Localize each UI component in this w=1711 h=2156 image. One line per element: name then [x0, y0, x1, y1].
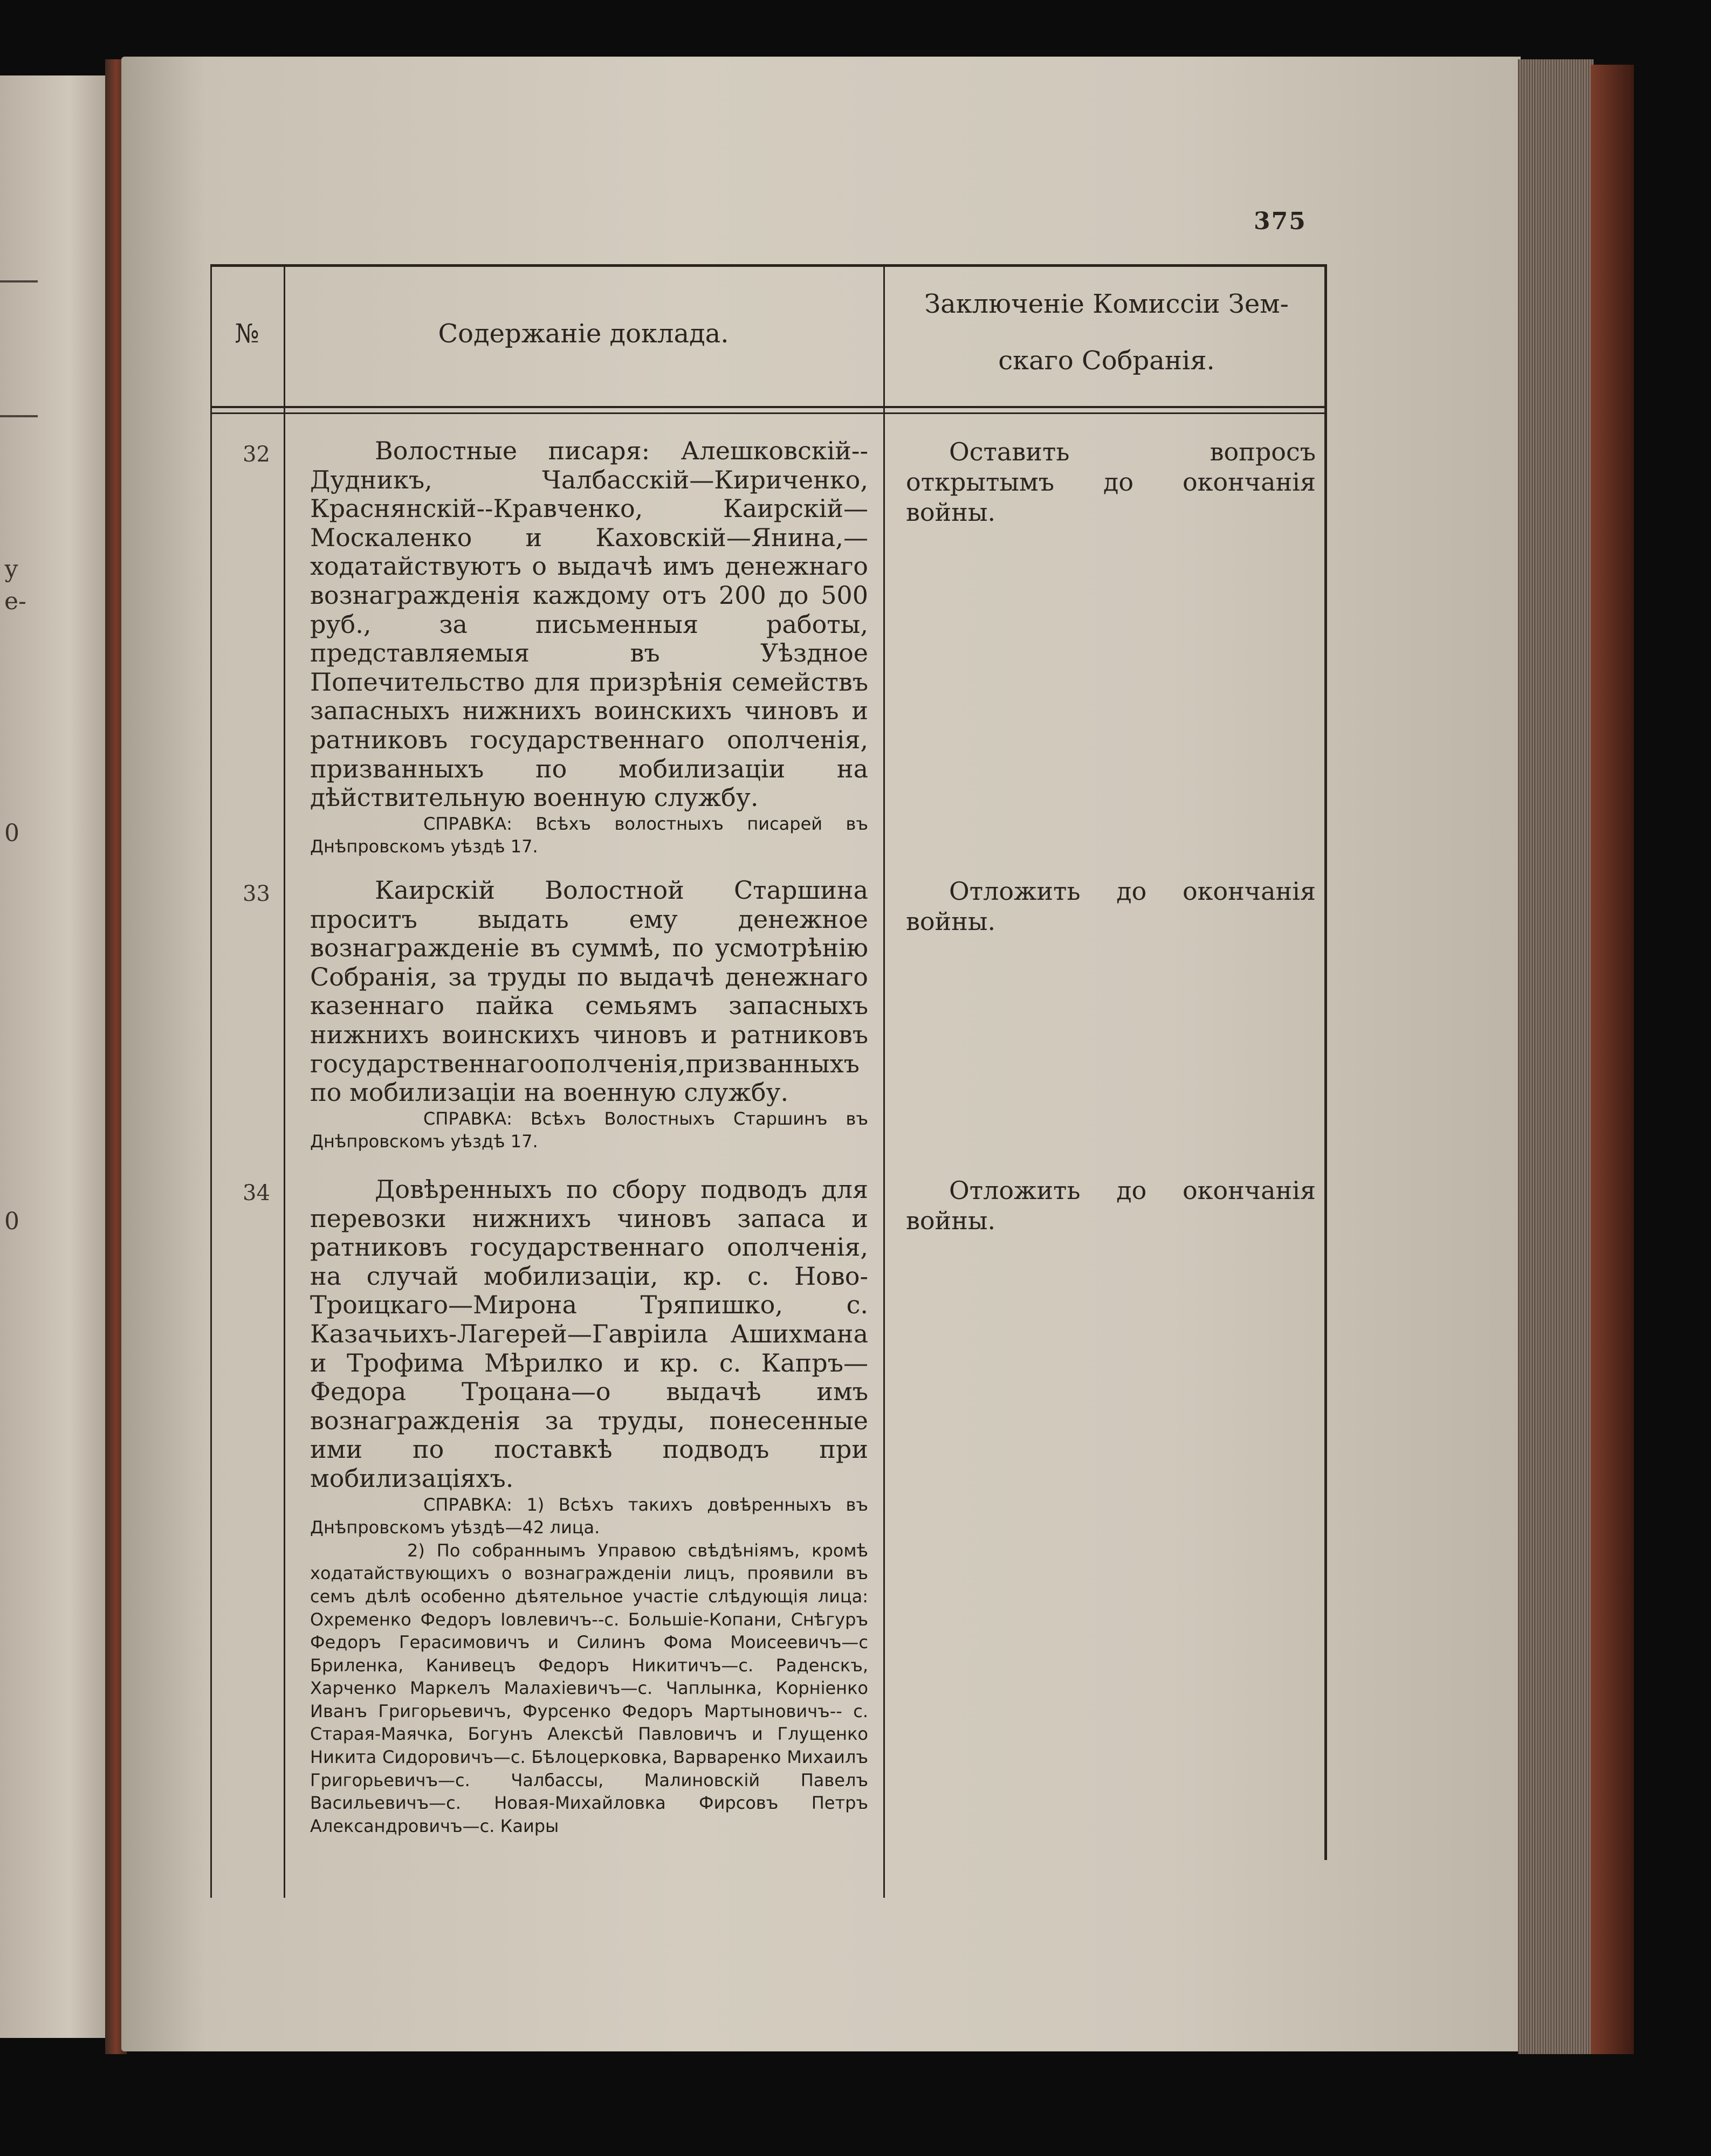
entry-paragraph: Волостные писаря: Алешковскій-- Дудникъ, Чалбасскій—Кириченко, Краснянскій--Кравченко, Каирскій—Москаленко и Каховскій—Янина,—ходатайствуютъ о выдачѣ имъ денежнаго вознагражденія каждому отъ 200 до 500 руб., за письменныя работы, представляемыя въ Уѣздное Попечительство для призрѣнія семействъ запасныхъ нижнихъ воинскихъ чиновъ и ратниковъ государственнаго ополченія, призванныхъ по мобилизаціи на дѣйствительную военную службу. — [310, 436, 868, 812]
entry-number: 34 — [243, 1181, 270, 1206]
left-page-fragment: у — [4, 555, 18, 583]
header-rule — [210, 406, 1327, 408]
conclusion-text: Оставить вопросъ открытымъ до окончанія войны. — [906, 437, 1316, 527]
header-number: № — [235, 319, 259, 349]
table-top-rule — [210, 264, 1327, 267]
entry-number: 32 — [243, 442, 270, 467]
entry-paragraph: Каирскій Волостной Старшина проситъ выдать ему денежное вознагражденіе въ суммѣ, по усмотрѣнію Собранія, за труды по выдачѣ денежнаго казеннаго пайка семьямъ запасныхъ нижнихъ воинскихъ чиновъ и ратниковъ государственнагоополченія,призванныхъ по мобилизаціи на военную службу. — [310, 876, 868, 1107]
entry-text — [310, 437, 868, 858]
entry-reference-continued: 2) По собраннымъ Управою свѣдѣніямъ, кромѣ ходатайствующихъ о вознагражденіи лицъ, проявили въ семъ дѣлѣ особенно дѣятельное участіе слѣдующія лица: Охременко Федоръ Іовлевичъ--с. Большіе-Копани, Снѣгуръ Федоръ Герасимовичъ и Силинъ Фома Моисеевичъ—с Бриленка, Канивецъ Федоръ Никитичъ—с. Раденскъ, Харченко Маркелъ Малахіевичъ—с. Чаплынка, Корніенко Иванъ Григорьевичъ, Фурсенко Федоръ Мартыновичъ-- с. Старая-Маячка, Богунъ Алексѣй Павловичъ и Глущенко Никита Сидоровичъ—с. Бѣлоцерковка, Варваренко Михаилъ Григорьевичъ—с. Чалбассы, Малиновскій Павелъ Васильевичъ—с. Новая-Михайловка Фирсовъ Петръ Александровичъ—с. Каиры — [310, 1540, 868, 1836]
left-page-fragment: е- — [4, 588, 26, 615]
header-content: Содержаніе доклада. — [438, 319, 729, 349]
entry-text — [310, 876, 868, 1153]
entry-conclusion — [906, 1175, 1316, 1236]
conclusion-text: Отложить до окончанія войны. — [906, 877, 1316, 936]
entry-reference: СПРАВКА: Всѣхъ волостныхъ писарей въ Днѣпровскомъ уѣздѣ 17. — [310, 813, 868, 857]
page-number: 375 — [1254, 208, 1307, 235]
page-edges — [1518, 59, 1593, 2054]
entry-reference: СПРАВКА: 1) Всѣхъ такихъ довѣренныхъ въ Днѣпровскомъ уѣздѣ—42 лица. — [310, 1494, 868, 1538]
entry-paragraph: Довѣренныхъ по сбору подводъ для перевозки нижнихъ чиновъ запаса и ратниковъ государственнаго ополченія, на случай мобилизаціи, кр. с. Ново-Троицкаго—Мирона Тряпишко, с. Казачьихъ-Лагерей—Гавріила Ашихмана и Трофима Мѣрилко и кр. с. Капръ—Федора Троцана—о выдачѣ имъ вознагражденія за труды, понесенные ими по поставкѣ подводъ при мобилизаціяхъ. — [310, 1175, 868, 1493]
number-column-rule — [284, 264, 285, 1898]
conclusion-text: Отложить до окончанія войны. — [906, 1176, 1316, 1235]
left-page-rule — [0, 415, 38, 417]
entry-number: 33 — [243, 881, 270, 906]
table-left-rule — [210, 264, 212, 1898]
left-page-rule — [0, 280, 38, 283]
content-column-rule — [883, 264, 885, 1898]
header-conclusion-line2: скаго Собранія. — [998, 346, 1215, 376]
header-rule — [210, 412, 1327, 414]
entry-text — [310, 1175, 868, 1837]
book-cover-edge — [1591, 65, 1634, 2054]
entry-reference: СПРАВКА: Всѣхъ Волостныхъ Старшинъ въ Днѣпровскомъ уѣздѣ 17. — [310, 1108, 868, 1152]
left-page-fragment: 0 — [4, 819, 19, 847]
report-table — [210, 264, 1327, 1898]
table-right-rule — [1324, 264, 1327, 1860]
left-facing-page — [0, 75, 116, 2038]
header-conclusion-line1: Заключеніе Комиссіи Зем- — [924, 289, 1289, 319]
entry-conclusion — [906, 437, 1316, 527]
left-page-fragment: 0 — [4, 1208, 19, 1235]
entry-conclusion — [906, 876, 1316, 936]
